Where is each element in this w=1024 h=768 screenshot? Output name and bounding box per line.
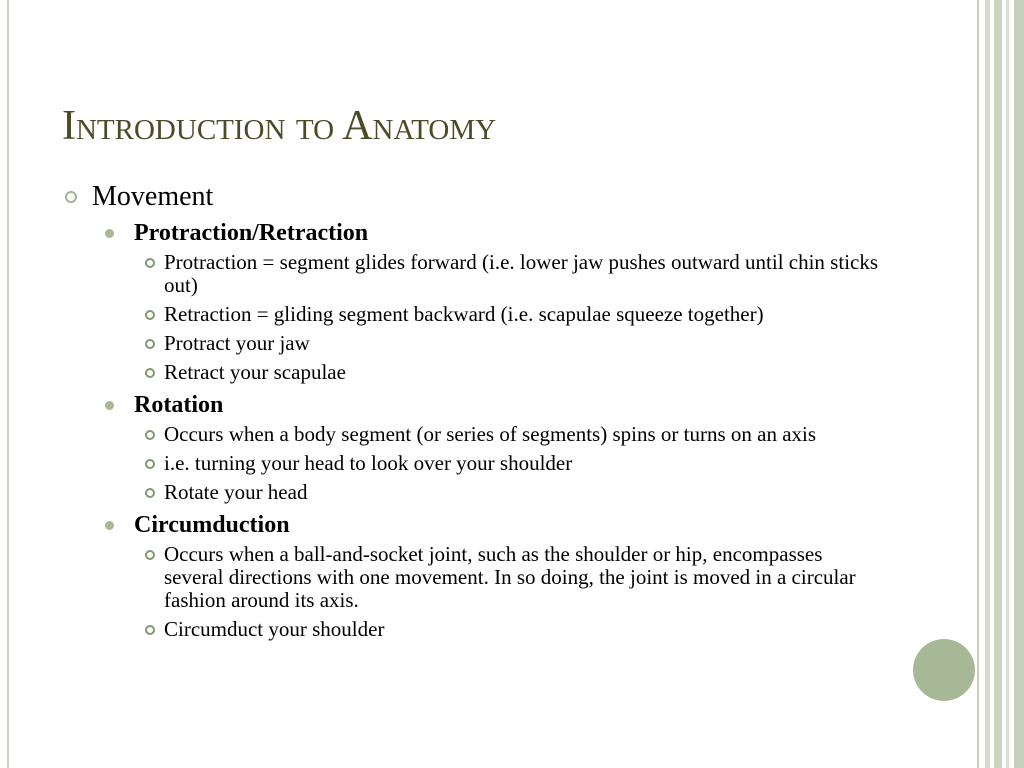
section-heading-text: Rotation xyxy=(134,392,224,418)
stripe xyxy=(1006,0,1009,768)
small-circle-icon xyxy=(145,459,155,469)
list-item xyxy=(0,481,904,504)
bullet-level1-text: Movement xyxy=(92,181,214,212)
section-heading-text: Circumduction xyxy=(134,512,290,538)
stripe xyxy=(985,0,990,768)
list-item xyxy=(0,332,904,355)
section-heading-text: Protraction/Retraction xyxy=(134,220,369,246)
stripe xyxy=(977,0,979,768)
section-heading xyxy=(0,390,900,420)
slide-content xyxy=(0,178,900,647)
filled-circle-icon xyxy=(105,401,114,410)
small-circle-icon xyxy=(145,258,155,268)
list-item-text: Occurs when a body segment (or series of segments) spins or turns on an axis xyxy=(164,422,817,446)
list-item xyxy=(0,251,904,297)
list-item xyxy=(0,303,904,326)
small-circle-icon xyxy=(145,488,155,498)
small-circle-icon xyxy=(145,339,155,349)
small-circle-icon xyxy=(145,368,155,378)
list-item xyxy=(0,423,904,446)
slide-title: Introduction to Anatomy xyxy=(62,103,497,149)
bullet-level1 xyxy=(0,178,900,216)
section-heading xyxy=(0,218,900,248)
filled-circle-icon xyxy=(105,521,114,530)
small-circle-icon xyxy=(145,430,155,440)
list-item-text: Circumduct your shoulder xyxy=(164,617,385,641)
list-item-text: Protraction = segment glides forward (i.e. lower jaw pushes outward until chin sticks out) xyxy=(164,250,879,297)
stripe xyxy=(994,0,1002,768)
section-heading xyxy=(0,510,900,540)
list-item xyxy=(0,543,904,612)
list-item-text: Protract your jaw xyxy=(164,331,310,355)
list-item-text: Retract your scapulae xyxy=(164,360,346,384)
stripe xyxy=(1014,0,1024,768)
hollow-circle-icon xyxy=(65,191,77,203)
decorative-circle xyxy=(913,639,975,701)
list-item-text: Retraction = gliding segment backward (i.e. scapulae squeeze together) xyxy=(164,302,764,326)
list-item xyxy=(0,452,904,475)
small-circle-icon xyxy=(145,625,155,635)
filled-circle-icon xyxy=(105,229,114,238)
list-item-text: Occurs when a ball-and-socket joint, such as the shoulder or hip, encompasses several directions with one movement. In so doing, the joint is moved in a circular fashion around its axis. xyxy=(164,542,856,612)
right-decorative-stripes xyxy=(977,0,1024,768)
list-item xyxy=(0,361,904,384)
small-circle-icon xyxy=(145,310,155,320)
list-item xyxy=(0,618,904,641)
list-item-text: Rotate your head xyxy=(164,480,308,504)
small-circle-icon xyxy=(145,550,155,560)
list-item-text: i.e. turning your head to look over your shoulder xyxy=(164,451,573,475)
